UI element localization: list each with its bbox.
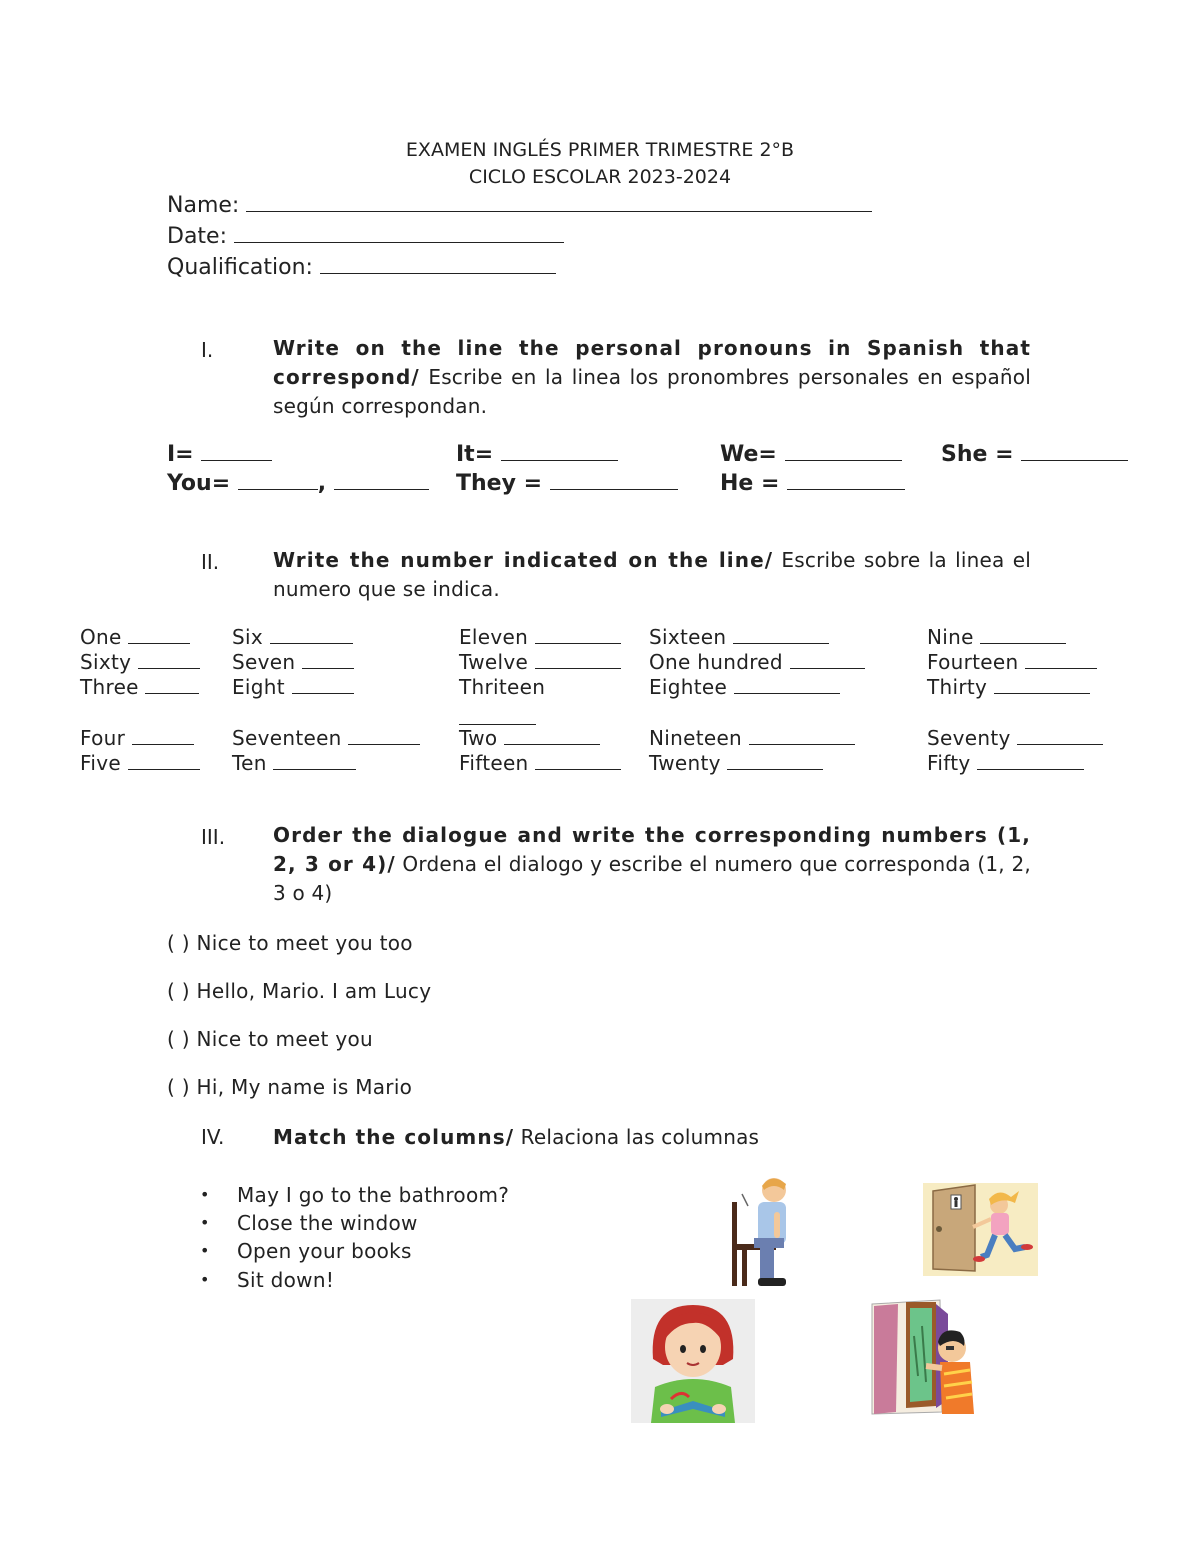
number-thirty-blank[interactable] [994,677,1090,694]
number-four [80,726,194,750]
section-4-normal: Relaciona las columnas [514,1125,760,1149]
number-fifty [927,751,1084,775]
number-thirty-label: Thirty [927,675,988,699]
section-1-numeral: I. [201,338,214,362]
number-seven-blank[interactable] [302,652,354,669]
number-thriteen-blank[interactable] [459,700,536,725]
number-sixty-blank[interactable] [138,652,200,669]
number-eightee-label: Eightee [649,675,728,699]
number-five-blank[interactable] [128,753,200,770]
section-1-normal: Escribe en la linea los pronombres personales en español según correspondan. [273,365,1031,418]
match-item-1 [200,1183,509,1207]
number-one-blank[interactable] [128,627,190,644]
number-one [80,625,190,649]
number-twenty-label: Twenty [649,751,721,775]
pronoun-they-blank[interactable] [550,472,678,490]
number-twelve [459,650,621,674]
match-item-2 [200,1211,418,1235]
number-seventeen [232,726,420,750]
number-ten-blank[interactable] [273,753,356,770]
number-twelve-blank[interactable] [535,652,621,669]
number-two [459,726,600,750]
number-five-label: Five [80,751,121,775]
pronoun-we-label: We= [720,442,777,467]
number-one-label: One [80,625,122,649]
pronoun-we-blank[interactable] [785,443,902,461]
match-item-4 [200,1268,334,1292]
pronoun-he-label: He = [720,471,780,496]
pronoun-she [941,442,1128,467]
match-item-4-text: Sit down! [237,1268,335,1292]
section-2-normal: Escribe sobre la linea el numero que se indica. [273,548,1031,601]
number-one-hundred-blank[interactable] [790,652,865,669]
match-item-3-text: Open your books [237,1239,412,1263]
pronoun-you [167,471,429,496]
pronoun-she-label: She = [941,442,1014,467]
number-nine-label: Nine [927,625,974,649]
number-twenty-blank[interactable] [727,753,823,770]
number-eight-blank[interactable] [292,677,354,694]
number-sixteen-blank[interactable] [733,627,829,644]
pronoun-i-label: I= [167,442,194,467]
name-field[interactable] [246,193,872,212]
match-item-1-text: May I go to the bathroom? [237,1183,510,1207]
number-seventy-blank[interactable] [1017,728,1103,745]
dialogue-item-1[interactable]: ( ) Nice to meet you too [167,931,413,955]
pronoun-they [456,471,678,496]
section-4-bold: Match the columns/ [273,1125,515,1149]
bullet-icon: • [200,1270,210,1289]
pronoun-it [456,442,618,467]
section-4-instructions [273,1125,759,1149]
bullet-icon: • [200,1241,210,1260]
bullet-icon: • [200,1185,210,1204]
date-field[interactable] [234,224,564,243]
number-fifteen-label: Fifteen [459,751,529,775]
number-nine [927,625,1066,649]
section-4-numeral: IV. [201,1125,225,1149]
number-eleven [459,625,621,649]
pronoun-you-label: You= [167,471,231,496]
number-thriteen-label: Thriteen [459,675,546,699]
section-2-bold: Write the number indicated on the line/ [273,548,774,572]
number-two-label: Two [459,726,498,750]
section-3-instructions [273,821,1031,908]
open-books-picture-icon [631,1299,755,1423]
close-window-picture-icon [870,1296,988,1416]
pronoun-you-blank-2[interactable] [334,472,429,490]
number-four-blank[interactable] [132,728,194,745]
section-2-instructions [273,546,1031,604]
number-seventeen-blank[interactable] [348,728,420,745]
number-sixteen [649,625,829,649]
sit-down-picture-icon [722,1172,798,1290]
date-row [167,224,564,249]
number-sixty [80,650,200,674]
number-fourteen-label: Fourteen [927,650,1019,674]
number-nineteen-label: Nineteen [649,726,743,750]
number-seventeen-label: Seventeen [232,726,342,750]
name-label: Name: [167,193,240,218]
date-label: Date: [167,224,227,249]
section-2-numeral: II. [201,550,220,574]
exam-title: EXAMEN INGLÉS PRIMER TRIMESTRE 2°B [405,139,795,161]
number-one-hundred [649,650,865,674]
pronoun-they-label: They = [456,471,543,496]
number-thriteen-blank-wrap [459,700,536,729]
number-fifty-label: Fifty [927,751,971,775]
number-three-blank[interactable] [145,677,199,694]
dialogue-item-2[interactable]: ( ) Hello, Mario. I am Lucy [167,979,432,1003]
match-item-2-text: Close the window [237,1211,418,1235]
number-five [80,751,200,775]
number-six-label: Six [232,625,263,649]
qualification-label: Qualification: [167,255,313,280]
number-eight-label: Eight [232,675,285,699]
section-1-instructions [273,334,1031,421]
pronoun-i [167,442,272,467]
qualification-row [167,255,556,280]
number-thriteen [459,675,545,699]
pronoun-it-label: It= [456,442,494,467]
pronoun-he-blank[interactable] [787,472,905,490]
number-nineteen [649,726,855,750]
match-item-3 [200,1239,412,1263]
number-seventy-label: Seventy [927,726,1011,750]
section-1-bold: Write on the line the personal pronouns in Spanish that correspond/ [273,336,1031,389]
number-twelve-label: Twelve [459,650,529,674]
section-3-bold: Order the dialogue and write the corresponding numbers (1, 2, 3 or 4)/ [273,823,1031,876]
number-four-label: Four [80,726,126,750]
number-six-blank[interactable] [270,627,353,644]
number-one-hundred-label: One hundred [649,650,783,674]
number-fifty-blank[interactable] [977,753,1084,770]
pronoun-it-blank[interactable] [501,443,618,461]
dialogue-item-4[interactable]: ( ) Hi, My name is Mario [167,1075,413,1099]
number-sixteen-label: Sixteen [649,625,727,649]
pronoun-we [720,442,902,467]
number-eightee-blank[interactable] [734,677,840,694]
number-fourteen-blank[interactable] [1025,652,1097,669]
number-seven-label: Seven [232,650,296,674]
number-ten [232,751,356,775]
number-seventy [927,726,1103,750]
number-two-blank[interactable] [504,728,600,745]
number-fifteen [459,751,621,775]
number-nine-blank[interactable] [980,627,1066,644]
pronoun-you-blank-1[interactable] [238,472,318,490]
number-eleven-label: Eleven [459,625,529,649]
bathroom-picture-icon [923,1183,1038,1276]
number-nineteen-blank[interactable] [749,728,855,745]
qualification-field[interactable] [320,255,556,274]
pronoun-i-blank[interactable] [201,443,272,461]
section-3-numeral: III. [201,825,226,849]
number-three [80,675,199,699]
dialogue-item-3[interactable]: ( ) Nice to meet you [167,1027,373,1051]
number-sixty-label: Sixty [80,650,132,674]
number-ten-label: Ten [232,751,267,775]
number-six [232,625,353,649]
school-year: CICLO ESCOLAR 2023-2024 [468,166,732,188]
number-twenty [649,751,823,775]
name-row [167,193,872,218]
number-three-label: Three [80,675,139,699]
number-fourteen [927,650,1097,674]
number-thirty [927,675,1090,699]
number-eight [232,675,354,699]
number-fifteen-blank[interactable] [535,753,621,770]
pronoun-you-comma: , [317,471,327,496]
section-3-normal: Ordena el dialogo y escribe el numero que corresponda (1, 2, 3 o 4) [273,852,1031,905]
number-eightee [649,675,840,699]
pronoun-he [720,471,905,496]
bullet-icon: • [200,1213,210,1232]
number-seven [232,650,354,674]
number-eleven-blank[interactable] [535,627,621,644]
pronoun-she-blank[interactable] [1021,443,1128,461]
